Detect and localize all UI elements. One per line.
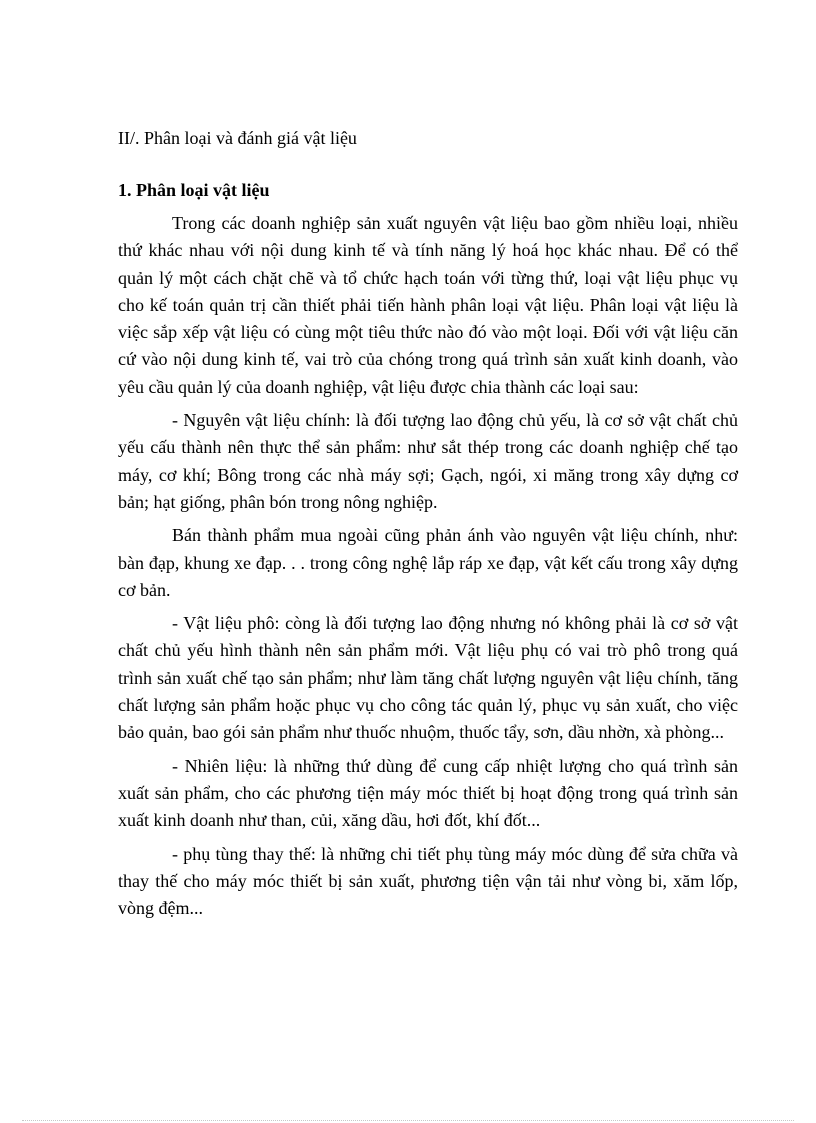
page-bottom-divider bbox=[22, 1120, 794, 1121]
paragraph-auxiliary-materials: - Vật liệu phô: còng là đối tượng lao động nhưng nó không phải là cơ sở vật chất chủ yếu hình thành nên sản phẩm mới. Vật liệu phụ có vai trò phô trong quá trình sản xuất chế tạo sản phẩm; như làm tăng chất lượng nguyên vật liệu chính, tăng chất lượng sản phẩm hoặc phục vụ cho công tác quản lý, phục vụ sản xuất, cho việc bảo quản, bao gói sản phẩm như thuốc nhuộm, thuốc tẩy, sơn, dầu nhờn, xà phòng... bbox=[118, 613, 738, 743]
section-heading: II/. Phân loại và đánh giá vật liệu bbox=[118, 128, 357, 148]
sub-heading: 1. Phân loại vật liệu bbox=[118, 180, 270, 200]
paragraph-fuel: - Nhiên liệu: là những thứ dùng để cung cấp nhiệt lượng cho quá trình sản xuất sản phẩm, cho các phương tiện máy móc thiết bị hoạt động trong quá trình sản xuất kinh doanh như than, củi, xăng dầu, hơi đốt, khí đốt... bbox=[118, 755, 738, 831]
paragraph-spare-parts: - phụ tùng thay thế: là những chi tiết phụ tùng máy móc dùng để sửa chữa và thay thế cho máy móc thiết bị sản xuất, phương tiện vận tải như vòng bi, xăm lốp, vòng đệm... bbox=[118, 843, 738, 919]
paragraph-main-materials: - Nguyên vật liệu chính: là đối tượng lao động chủ yếu, là cơ sở vật chất chủ yếu cấu thành nên thực thể sản phẩm: như sắt thép trong các doanh nghiệp chế tạo máy, cơ khí; Bông trong các nhà máy sợi; Gạch, ngói, xi măng trong xây dựng cơ bản; hạt giống, phân bón trong nông nghiệp. bbox=[118, 410, 738, 512]
body-text bbox=[118, 210, 738, 928]
paragraph-intro: Trong các doanh nghiệp sản xuất nguyên vật liệu bao gồm nhiều loại, nhiều thứ khác nhau với nội dung kinh tế và tính năng lý hoá học khác nhau. Để có thể quản lý một cách chặt chẽ và tổ chức hạch toán với từng thứ, loại vật liệu phục vụ cho kế toán quản trị cần thiết phải tiến hành phân loại vật liệu. Phân loại vật liệu là việc sắp xếp vật liệu có cùng một tiêu thức nào đó vào một loại. Đối với vật liệu căn cứ vào nội dung kinh tế, vai trò của chóng trong quá trình sản xuất kinh doanh, vào yêu cầu quản lý của doanh nghiệp, vật liệu được chia thành các loại sau: bbox=[118, 213, 738, 397]
paragraph-semi-finished: Bán thành phẩm mua ngoài cũng phản ánh vào nguyên vật liệu chính, như: bàn đạp, khung xe đạp. . . trong công nghệ lắp ráp xe đạp, vật kết cấu trong xây dựng cơ bản. bbox=[118, 525, 738, 600]
